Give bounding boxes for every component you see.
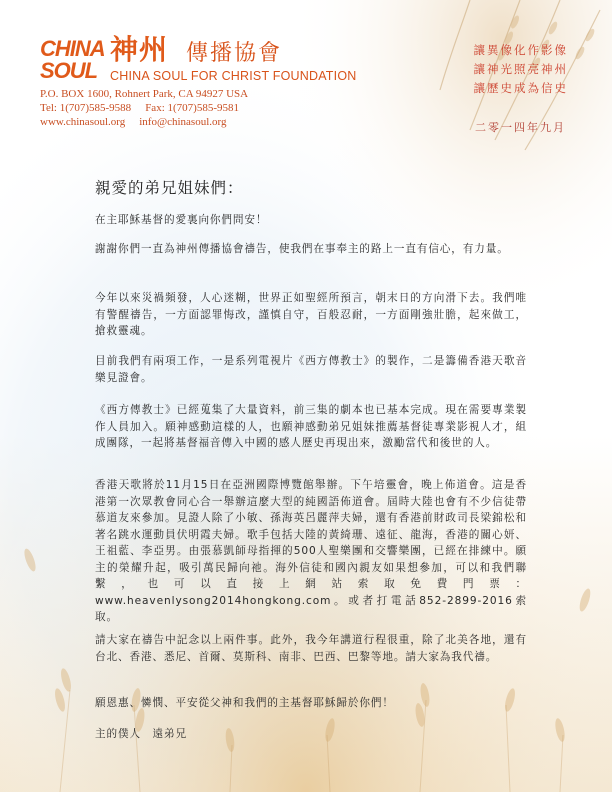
letter-signature: 主的僕人 遠弟兄 [95,728,187,740]
website-link[interactable]: www.chinasoul.org [40,116,126,128]
paragraph: 香港天歌將於11月15日在亞洲國際博覽館舉辦。下午培靈會，晚上佈道會。這是香港第一次眾教會同心合一舉辦這麼大型的純國語佈道會。屆時大陸也會有不少信徒帶慕道友來參加。見證人除了小敏、孫海英呂麗萍夫婦，還有香港前財政司長梁錦松和著名跳水運動員伏明霞夫婦。歌手包括大陸的黃綺珊、遠征、龍海，香港的關心妍、王祖藍、李亞男。由張慕凱師母指揮的500人聖樂團和交響樂團，已經在排練中。願主的榮耀升起，吸引萬民歸向祂。海外信徒和國內親友如果想參加，可以和我們聯繫，也可以直接上網站索取免費門票：www.heavenlysong2014hongkong.com。或者打電話852-2899-2016索取。 [95,479,527,623]
paragraph: 《西方傳教士》已經蒐集了大量資料，前三集的劇本也已基本完成。現在需要專業製作人員加入。願神感動這樣的人，也願神感動弟兄姐妹推薦基督徒專業影視人才，組成團隊，一起將基督福音傳入中國的感人歷史再現出來，激勵當代和後世的人。 [95,404,527,449]
address: P.O. BOX 1600, Rohnert Park, CA 94927 USA [40,88,249,100]
brand-name-cn-secondary: 傳播協會 [186,41,283,66]
logo-line-china: CHINA [40,36,105,61]
slogan-line: 讓神光照亮神州 [473,62,568,76]
paragraph: 目前我們有兩項工作，一是系列電視片《西方傳教士》的製作，二是籌備香港天歌音樂見證會。 [95,355,527,384]
phone-fax-line [40,102,253,115]
logo-line-soul: SOUL [40,58,98,83]
slogan-line: 讓歷史成為信史 [473,81,568,95]
letter-greeting: 親愛的弟兄姐妹們： [95,179,244,197]
paragraph: 今年以來災禍頻發，人心迷糊，世界正如聖經所預言，朝末日的方向滑下去。我們唯有警醒禱告，一方面認罪悔改，謹慎自守，百般忍耐，一方面剛強壯膽，起來做工，搶救靈魂。 [95,292,527,337]
phone-number: Tel: 1(707)585-9588 [40,102,132,114]
paragraph: 願恩惠、憐憫、平安從父神和我們的主基督耶穌歸於你們！ [95,697,394,709]
paragraph: 請大家在禱告中記念以上兩件事。此外，我今年講道行程很重，除了北美各地，還有台北、香港、悉尼、首爾、莫斯科、南非、巴西、巴黎等地。請大家為我代禱。 [95,634,527,663]
email-link[interactable]: info@chinasoul.org [139,116,227,128]
fax-number: Fax: 1(707)585-9581 [145,102,239,114]
china-soul-logo [40,36,105,88]
brand-name-cn-primary: 神州 [110,33,169,66]
slogan-block [474,41,569,98]
web-email-line [40,116,240,129]
slogan-line: 讓異像化作影像 [473,43,568,57]
paragraph: 在主耶穌基督的愛裏向你們問安！ [95,214,268,226]
paragraph: 謝謝你們一直為神州傳播協會禱告，使我們在事奉主的路上一直有信心，有力量。 [95,243,509,255]
brand-name-en: CHINA SOUL FOR CHRIST FOUNDATION [110,69,357,83]
letter-date: 二零一四年九月 [475,121,566,134]
